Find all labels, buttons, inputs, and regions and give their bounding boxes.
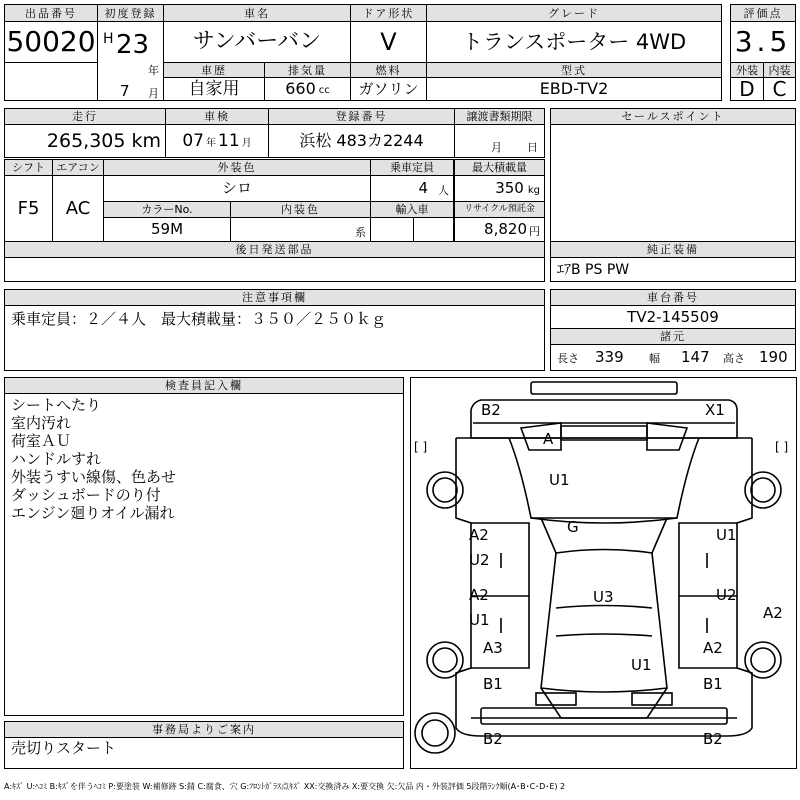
exterior-label: 外装 [730, 62, 764, 78]
caution-label: 注意事項欄 [4, 289, 545, 306]
displacement-unit: cc [318, 85, 330, 96]
office-text: 売切りスタート [11, 739, 117, 757]
height: 190 [759, 348, 788, 366]
width: 147 [681, 348, 710, 366]
bracket-left: [ ] [414, 440, 428, 454]
dims-label: 諸元 [550, 328, 796, 345]
bracket-right: [ ] [775, 440, 789, 454]
plate-number: 浜松 483カ2244 [268, 124, 455, 158]
caution-box [4, 305, 545, 371]
registration-year: 23 [116, 30, 150, 60]
inspection-month-unit: 月 [241, 137, 252, 149]
selling-points-label: セールスポイント [550, 108, 796, 125]
max-load-box [454, 175, 545, 202]
color-no: 59M [103, 217, 231, 242]
interior-grade: C [763, 77, 796, 101]
displacement: 660 [285, 79, 316, 98]
damage-mark-a2-left-front: A2 [469, 526, 489, 544]
width-label: 幅 [649, 352, 660, 365]
plate-label: 登録番号 [268, 108, 455, 125]
inspector-note: シートへたり [11, 396, 102, 414]
score-label: 評価点 [730, 4, 796, 22]
transfer-deadline-label: 譲渡書類期限 [454, 108, 545, 125]
damage-mark-u3-roof: U3 [593, 588, 614, 606]
fuel-label: 燃料 [350, 62, 427, 78]
length-label: 長さ [557, 352, 579, 365]
history: 自家用 [163, 77, 265, 101]
damage-mark-b1-right: B1 [703, 675, 723, 693]
caution-text: 乗車定員：２／４人 最大積載量：３５０／２５０ｋｇ [11, 310, 387, 328]
month-unit: 月 [148, 87, 159, 100]
registration-month: 7 [120, 82, 130, 100]
damage-mark-a2-right-rear-wheel: A2 [703, 639, 723, 657]
max-load: 350 [495, 179, 524, 197]
damage-mark-g-glass: G [567, 518, 579, 536]
damage-mark-u1-left-rear: U1 [469, 611, 490, 629]
grade-label: グレード [426, 4, 722, 22]
transfer-month-unit: 月 [491, 141, 502, 154]
max-load-label: 最大積載量 [454, 159, 545, 176]
max-load-unit: kg [527, 184, 540, 196]
interior-label: 内装 [763, 62, 796, 78]
mileage: 265,305 [46, 129, 126, 152]
damage-mark-a2-left-rear: A2 [469, 586, 489, 604]
lot-number-label: 出品番号 [4, 4, 98, 22]
inspector-notes [11, 396, 176, 522]
first-registration-label: 初度登録 [97, 4, 164, 22]
transfer-day-unit: 日 [527, 141, 538, 154]
car-outline [411, 378, 798, 770]
car-name: サンバーバン [163, 21, 351, 63]
inspector-note: 荷室ＡＵ [11, 432, 72, 450]
equipment: ｴｱB PS PW [550, 257, 796, 282]
car-damage-diagram [410, 377, 797, 769]
recycle-fee: 8,820 [484, 220, 527, 238]
mileage-unit: km [131, 129, 161, 152]
import-label: 輸入車 [370, 201, 454, 218]
model-code-label: 型式 [426, 62, 722, 78]
recycle-box [454, 217, 545, 242]
year-unit: 年 [148, 64, 159, 77]
damage-mark-b2-top: B2 [481, 401, 501, 419]
lot-number-blank [4, 62, 98, 101]
damage-mark-u1-right-front: U1 [716, 526, 737, 544]
ext-color: シロ [103, 175, 371, 202]
model-code: EBD-TV2 [426, 77, 722, 101]
office-box [4, 737, 404, 769]
chassis-number: TV2-145509 [550, 305, 796, 329]
inspection-month: 11 [218, 130, 240, 151]
inspector-box [4, 393, 404, 716]
damage-mark-a-windshield: A [543, 430, 554, 448]
later-parts-label: 後日発送部品 [4, 241, 545, 258]
damage-mark-a2-right-side: A2 [763, 604, 783, 622]
inspection-year: 07 [182, 130, 204, 151]
exterior-grade: D [730, 77, 764, 101]
displacement-label: 排気量 [264, 62, 351, 78]
import-box-1 [370, 217, 414, 242]
grade: トランスポーター 4WD [426, 21, 722, 63]
int-color-label: 内装色 [230, 201, 371, 218]
legend: A:ｷｽﾞ U:ﾍｺﾐ B:ｷｽﾞを伴うﾍｺﾐ P:要塗装 W:補修跡 S:錆 C:腐食、穴 G:ﾌﾛﾝﾄｶﾞﾗｽ点ｷｽﾞ XX:交換済み X:要交換 欠:欠品 内・外装評価 5段階ﾗﾝｸ順(A･B･C･D･E) 2 [4, 782, 566, 791]
damage-mark-b2-bottom-right: B2 [703, 730, 723, 748]
inspection-box [165, 124, 269, 158]
era: H [103, 31, 114, 47]
mileage-label: 走行 [4, 108, 166, 125]
length: 339 [595, 348, 624, 366]
inspector-note: 外装うすい線傷、色あせ [11, 468, 177, 486]
capacity-box [370, 175, 454, 202]
recycle-unit: 円 [529, 224, 540, 238]
import-box-2 [413, 217, 454, 242]
door-type: V [350, 21, 427, 63]
office-label: 事務局よりご案内 [4, 721, 404, 738]
dims-box [550, 344, 796, 371]
displacement-box [264, 77, 351, 101]
shift: F5 [4, 175, 53, 242]
equipment-label: 純正装備 [550, 241, 796, 258]
inspector-note: ハンドルすれ [11, 450, 102, 468]
later-parts-box [4, 257, 545, 282]
damage-mark-a3-left-rear-wheel: A3 [483, 639, 503, 657]
inspection-label: 車検 [165, 108, 269, 125]
capacity: 4 [418, 179, 428, 197]
damage-mark-u1-back: U1 [631, 656, 652, 674]
ac: AC [52, 175, 104, 242]
damage-mark-b2-bottom-left: B2 [483, 730, 503, 748]
door-type-label: ドア形状 [350, 4, 427, 22]
lot-number: 50020 [4, 21, 98, 63]
damage-mark-u2-left-front: U2 [469, 551, 490, 569]
inspector-note: ダッシュボードのり付 [11, 486, 161, 504]
chassis-label: 車台番号 [550, 289, 796, 306]
car-name-label: 車名 [163, 4, 351, 22]
damage-mark-x1-top: X1 [705, 401, 725, 419]
selling-points-box [550, 124, 796, 242]
height-label: 高さ [723, 352, 745, 365]
capacity-label: 乗車定員 [370, 159, 454, 176]
ac-label: エアコン [52, 159, 104, 176]
inspector-note: エンジン廻りオイル漏れ [11, 504, 175, 522]
damage-mark-b1-left: B1 [483, 675, 503, 693]
inspector-label: 検査員記入欄 [4, 377, 404, 394]
damage-mark-u1-hood: U1 [549, 471, 570, 489]
history-label: 車歴 [163, 62, 265, 78]
first-registration-box [97, 21, 164, 101]
shift-label: シフト [4, 159, 53, 176]
inspector-note: 室内汚れ [11, 414, 72, 432]
int-color-unit: 系 [230, 217, 371, 242]
score: 3.5 [730, 21, 796, 63]
recycle-label: リサイクル預託金 [454, 201, 545, 218]
ext-color-label: 外装色 [103, 159, 371, 176]
mileage-box [4, 124, 166, 158]
damage-mark-u2-right-rear: U2 [716, 586, 737, 604]
transfer-deadline-box [454, 124, 545, 158]
fuel: ガソリン [350, 77, 427, 101]
capacity-unit: 人 [438, 183, 449, 197]
inspection-year-unit: 年 [206, 137, 216, 149]
color-no-label: カラーNo. [103, 201, 231, 218]
